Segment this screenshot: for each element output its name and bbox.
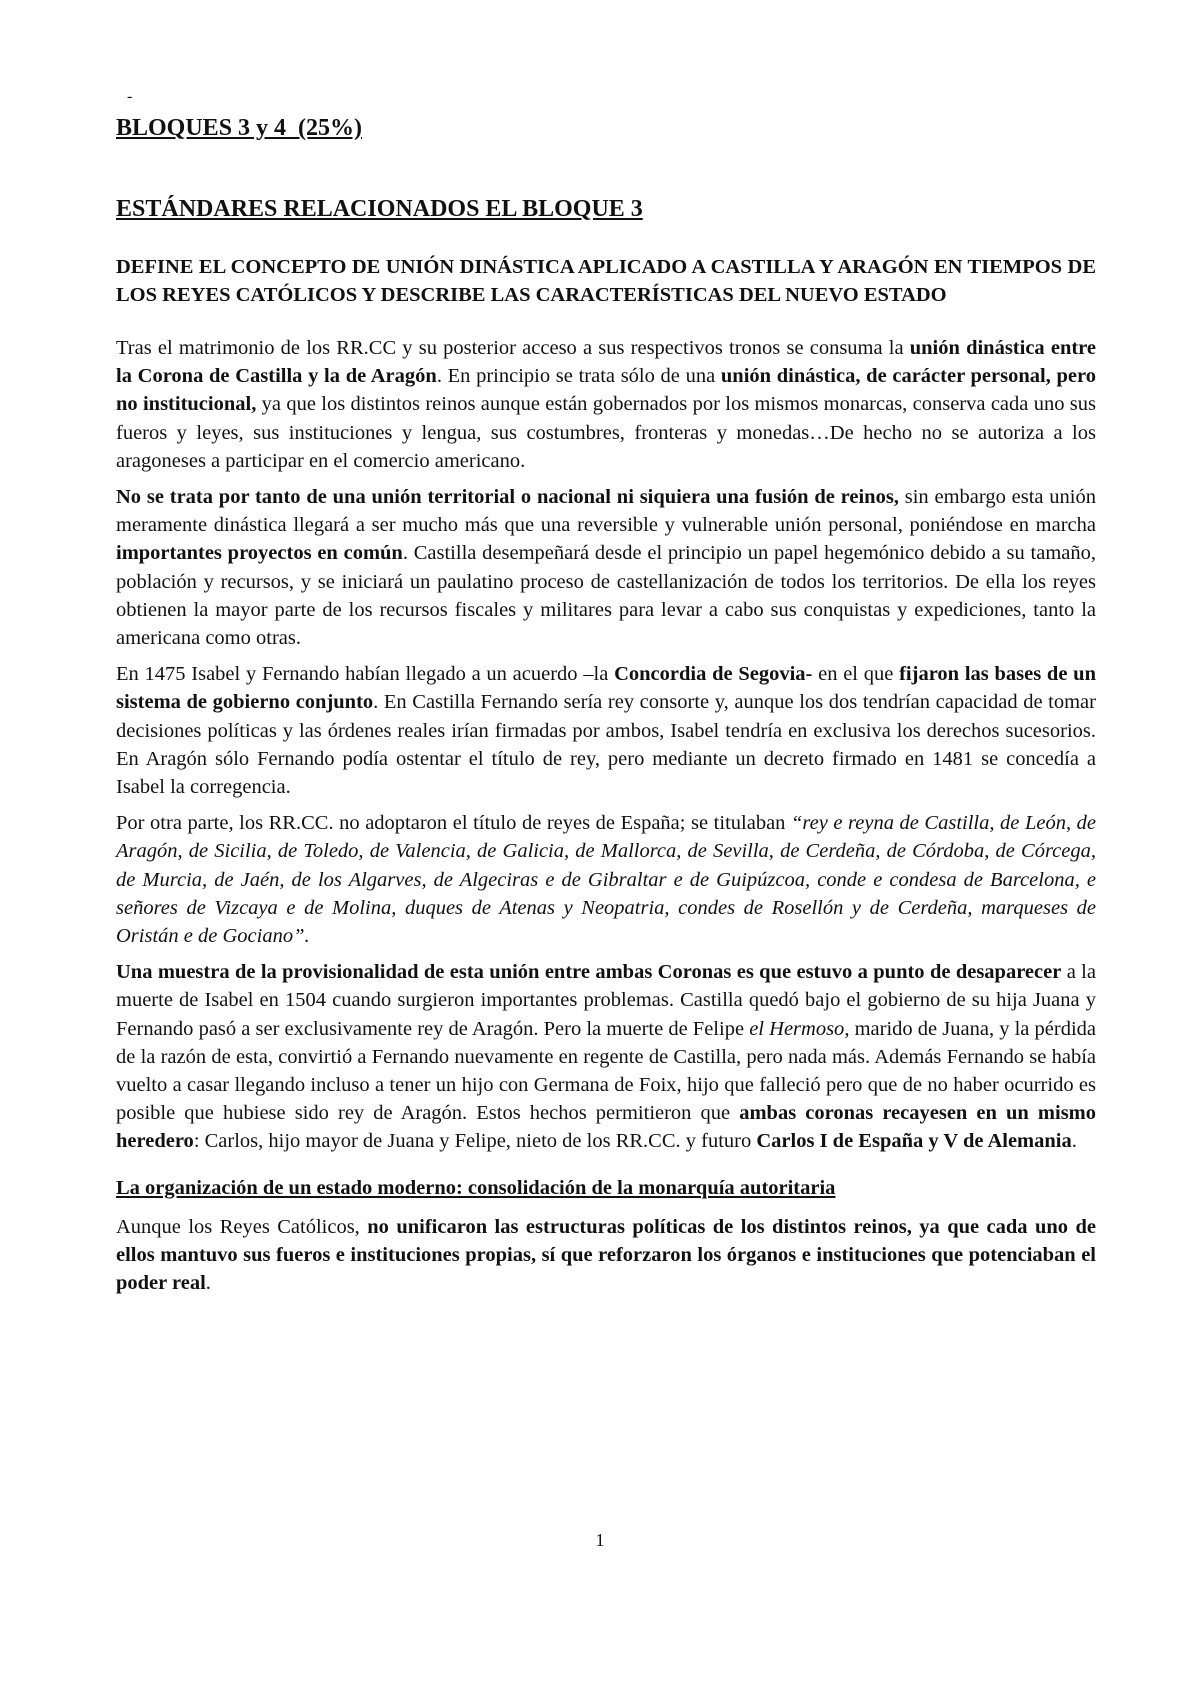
text-run: . Castilla desempeñará desde el principio un papel hegemónico debido a su tamaño, población y recursos, y se iniciará un paulatino proceso de castellanización de todos los territorios. De ella los reyes obtienen la mayor parte de los recursos fiscales y militares para levar a cabo sus conquistas y expediciones, tanto la americana como otras. xyxy=(116,542,1097,650)
text-run: ya que los distintos reinos aunque están gobernados por los mismos monarcas, conserva cada uno sus fueros y leyes, sus instituciones y lengua, sus costumbres, fronteras y monedas…De hecho no se autoriza a los aragoneses a participar en el comercio americano. xyxy=(116,393,1096,472)
text-run: , marido de Juana, y la pérdida de la razón de esta, convirtió a Fernando nuevamente en regente de Castilla, pero nada más. Además Fernando se había vuelto a casar llegando incluso a tener un hijo con Germana de Foix, hijo que falleció pero que de no haber ocurrido es posible que hubiese sido rey de Aragón. Estos hechos permitieron que xyxy=(116,1017,1097,1125)
document-content xyxy=(116,112,1096,1297)
text-run: Por otra parte, los RR.CC. no adoptaron el título de reyes de España; se titulaban xyxy=(116,812,791,835)
stray-dash: - xyxy=(127,88,133,105)
bold-run: ambas coronas recayesen en un mismo heredero xyxy=(116,1102,1096,1153)
bold-run: Una muestra de la provisionalidad de esta unión entre ambas Coronas es que estuvo a punto de desaparecer xyxy=(116,961,1062,984)
paragraph-royal-titles xyxy=(116,809,1096,950)
text-run: Aunque los Reyes Católicos, xyxy=(116,1215,368,1238)
bold-run: fijaron las bases de un sistema de gobierno conjunto xyxy=(116,663,1096,714)
page-number: 1 xyxy=(595,1530,605,1550)
text-run: . xyxy=(1071,1130,1077,1153)
text-run: . xyxy=(205,1272,211,1295)
paragraph-concordia-segovia xyxy=(116,660,1096,801)
text-run: . En Castilla Fernando sería rey consorte y, aunque los dos tendrían capacidad de tomar decisiones políticas y las órdenes reales irían firmadas por ambos, Isabel tendría en exclusiva los derechos sucesorios. En Aragón sólo Fernando podía ostentar el título de rey, pero mediante un decreto firmado en 1481 se concedía a Isabel la corregencia. xyxy=(116,691,1096,799)
text-run: a la muerte de Isabel en 1504 cuando surgieron importantes problemas. Castilla quedó bajo el gobierno de su hija Juana y Fernando pasó a ser exclusivamente rey de Aragón. Pero la muerte de Felipe xyxy=(116,961,1096,1040)
text-run: sin embargo esta unión meramente dinástica llegará a ser mucho más que una reversible y vulnerable unión personal, poniéndose en marcha xyxy=(116,486,1096,537)
blocks-heading xyxy=(116,112,1096,144)
bold-run: No se trata por tanto de una unión territorial o nacional ni siquiera una fusión de reinos, xyxy=(116,486,899,509)
paragraph-dynastic-union xyxy=(116,334,1096,475)
bold-run: importantes proyectos en común xyxy=(116,542,403,565)
standards-heading: ESTÁNDARES RELACIONADOS EL BLOQUE 3 xyxy=(116,196,643,222)
blocks-heading-text: BLOQUES 3 y 4 xyxy=(116,115,287,141)
define-concept-heading: DEFINE EL CONCEPTO DE UNIÓN DINÁSTICA APLICADO A CASTILLA Y ARAGÓN EN TIEMPOS DE LOS REYES CATÓLICOS Y DESCRIBE LAS CARACTERÍSTICAS DEL NUEVO ESTADO xyxy=(116,256,1096,306)
bold-run: unión dinástica, de carácter personal, pero no institucional, xyxy=(116,365,1096,416)
italic-run: “rey e reyna de Castilla, de León, de Aragón, de Sicilia, de Toledo, de Valencia, de Galicia, de Mallorca, de Sevilla, de Cerdeña, de Córdoba, de Córcega, de Murcia, de Jaén, de los Algarves, de Algeciras e de Gibraltar e de Guipúzcoa, conde e condesa de Barcelona, e señores de Vizcaya e de Molina, duques de Atenas y Neopatria, condes de Rosellón y de Cerdeña, marqueses de Oristán e de Gociano”. xyxy=(116,812,1096,948)
bold-run: no unificaron las estructuras políticas de los distintos reinos, ya que cada uno de ellos mantuvo sus fueros e instituciones propias, sí que reforzaron los órganos e instituciones que potenciaban el poder real xyxy=(116,1215,1096,1295)
italic-run: el Hermoso xyxy=(749,1017,845,1040)
blocks-heading-percentage: (25%) xyxy=(298,115,363,141)
bold-run: Carlos I de España y V de Alemania xyxy=(756,1130,1072,1153)
paragraph-provisional-union xyxy=(116,958,1096,1155)
paragraph-not-territorial-union xyxy=(116,483,1096,652)
text-run: Tras el matrimonio de los RR.CC y su posterior acceso a sus respectivos tronos se consuma la xyxy=(116,337,910,359)
text-run: en el que xyxy=(812,663,900,686)
text-run: . En principio se trata sólo de una xyxy=(436,365,721,388)
bold-run: Concordia de Segovia- xyxy=(614,663,813,686)
text-run: En 1475 Isabel y Fernando habían llegado a un acuerdo –la xyxy=(116,663,615,686)
paragraph-authoritarian-monarchy xyxy=(116,1213,1096,1298)
text-run: : Carlos, hijo mayor de Juana y Felipe, nieto de los RR.CC. y futuro xyxy=(193,1130,757,1153)
modern-state-heading: La organización de un estado moderno: consolidación de la monarquía autoritaria xyxy=(116,1176,836,1199)
bold-run: unión dinástica entre la Corona de Castilla y la de Aragón xyxy=(116,337,1097,388)
